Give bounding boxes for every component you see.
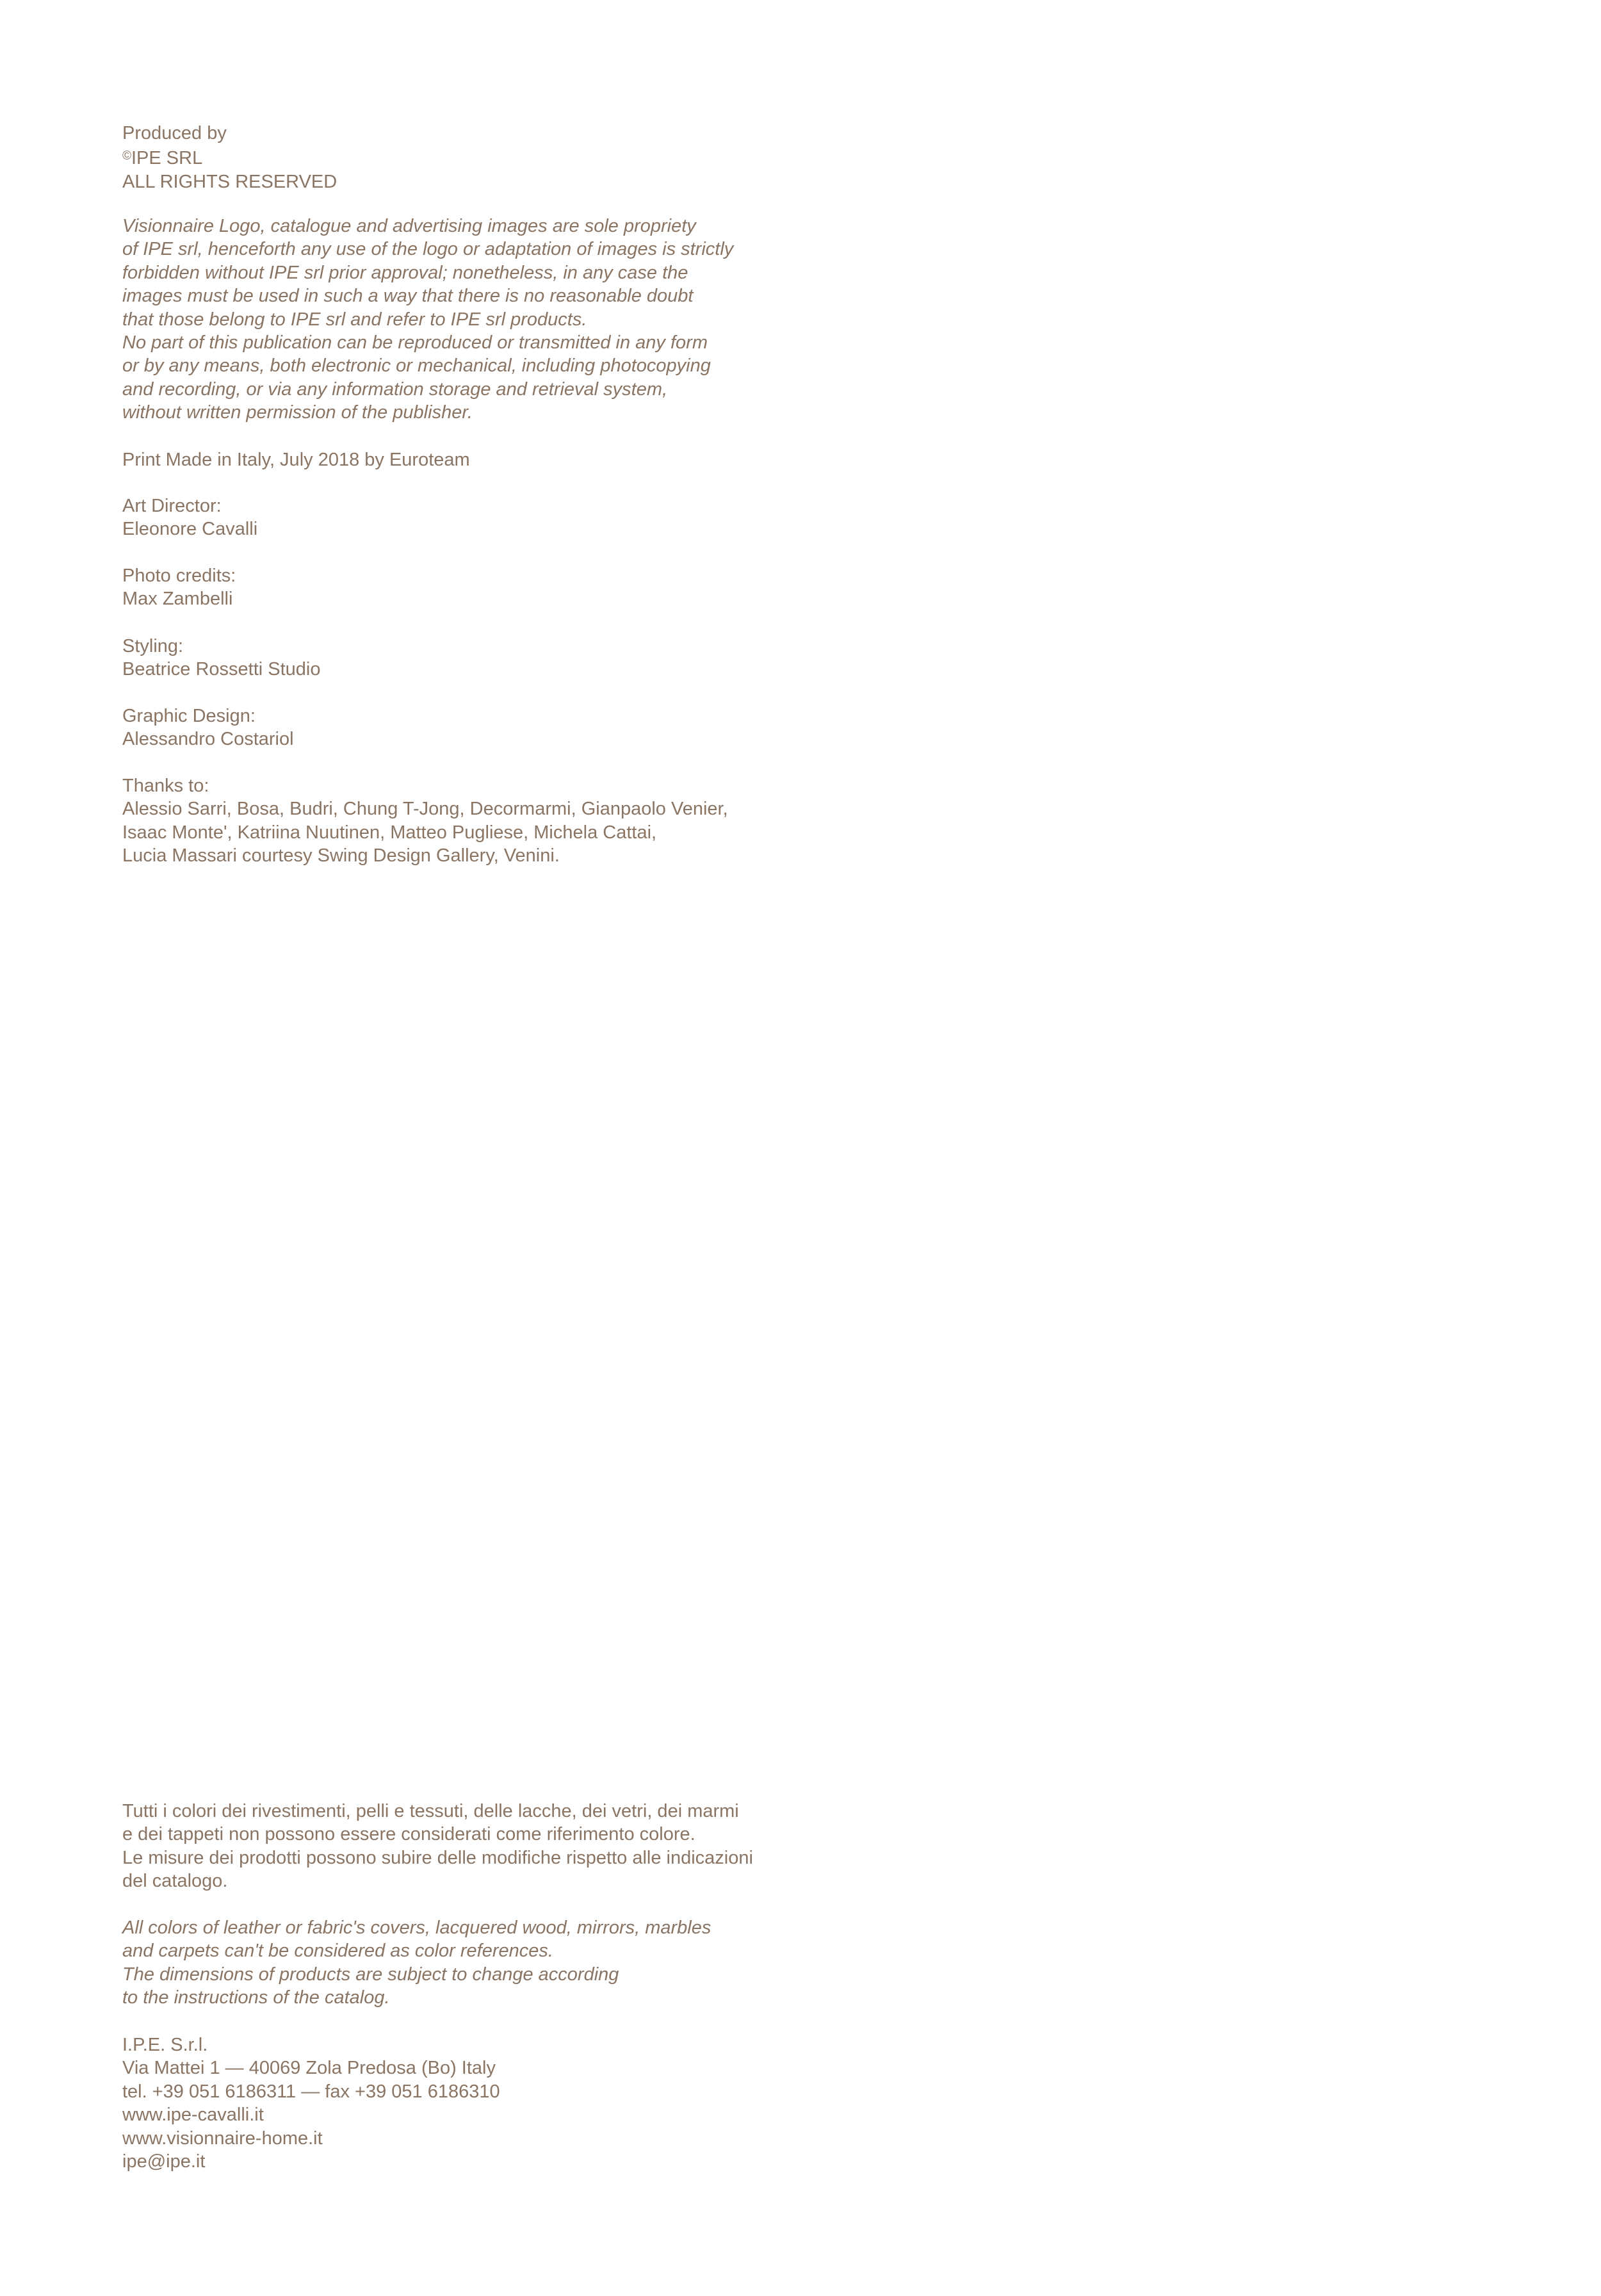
legal-notice-line: No part of this publication can be reproduced or transmitted in any form [122, 332, 708, 354]
legal-notice-line: of IPE srl, henceforth any use of the logo or adaptation of images is strictly [122, 239, 734, 260]
thanks-line: Lucia Massari courtesy Swing Design Gallery, Venini. [122, 845, 560, 867]
contact-address: Via Mattei 1 — 40069 Zola Predosa (Bo) Italy [122, 2058, 496, 2079]
produced-by-label: Produced by [122, 123, 227, 143]
disclaimer-it-line: Tutti i colori dei rivestimenti, pelli e tessuti, delle lacche, dei vetri, dei marmi [122, 1801, 739, 1821]
art-director-credit [122, 494, 1019, 541]
disclaimer-english [122, 1916, 1019, 2010]
disclaimer-en-line: and carpets can't be considered as color references. [122, 1941, 553, 1962]
graphic-design-label: Graphic Design: [122, 706, 256, 726]
legal-notice-line: and recording, or via any information storage and retrieval system, [122, 379, 668, 400]
disclaimer-it-line: e dei tappeti non possono essere considerati come riferimento colore. [122, 1824, 695, 1845]
print-info [122, 448, 1019, 471]
print-info-text: Print Made in Italy, July 2018 by Euroteam [122, 450, 470, 470]
graphic-design-credit [122, 704, 1019, 751]
styling-label: Styling: [122, 636, 184, 656]
copyright-line [122, 145, 1019, 170]
legal-notice-line: images must be used in such a way that there is no reasonable doubt [122, 286, 694, 307]
legal-notice-line: or by any means, both electronic or mechanical, including photocopying [122, 355, 711, 377]
disclaimer-italian [122, 1800, 1019, 1893]
thanks-block [122, 774, 1019, 868]
producer-block [122, 122, 1019, 193]
company-name: IPE SRL [131, 148, 203, 169]
thanks-label: Thanks to: [122, 776, 209, 796]
thanks-line: Alessio Sarri, Bosa, Budri, Chung T-Jong, Decormarmi, Gianpaolo Venier, [122, 799, 728, 820]
photo-credit [122, 564, 1019, 611]
contact-phone-fax: tel. +39 051 6186311 — fax +39 051 6186310 [122, 2081, 500, 2102]
copyright-symbol: © [122, 149, 131, 163]
photo-credits-name: Max Zambelli [122, 589, 233, 610]
email-link[interactable]: ipe@ipe.it [122, 2151, 206, 2172]
rights-reserved: ALL RIGHTS RESERVED [122, 171, 337, 192]
contact-company: I.P.E. S.r.l. [122, 2035, 208, 2055]
photo-credits-label: Photo credits: [122, 566, 236, 586]
legal-notice-line: that those belong to IPE srl and refer to IPE srl products. [122, 309, 587, 330]
styling-name: Beatrice Rossetti Studio [122, 659, 321, 680]
styling-credit [122, 635, 1019, 681]
art-director-label: Art Director: [122, 496, 222, 516]
website-link-visionnaire[interactable]: www.visionnaire-home.it [122, 2128, 323, 2149]
legal-notice-line: forbidden without IPE srl prior approval; nonetheless, in any case the [122, 262, 688, 283]
disclaimer-en-line: to the instructions of the catalog. [122, 1987, 390, 2008]
legal-notice-line: without written permission of the publisher. [122, 402, 473, 423]
disclaimer-it-line: Le misure dei prodotti possono subire delle modifiche rispetto alle indicazioni [122, 1847, 753, 1868]
graphic-design-name: Alessandro Costariol [122, 729, 294, 750]
disclaimer-it-line: del catalogo. [122, 1871, 228, 1892]
contact-block [122, 2033, 1019, 2173]
legal-notice [122, 215, 1019, 425]
disclaimer-en-line: All colors of leather or fabric's covers, lacquered wood, mirrors, marbles [122, 1917, 711, 1938]
legal-notice-line: Visionnaire Logo, catalogue and advertising images are sole propriety [122, 216, 696, 236]
thanks-line: Isaac Monte', Katriina Nuutinen, Matteo Pugliese, Michela Cattai, [122, 822, 657, 843]
art-director-name: Eleonore Cavalli [122, 519, 258, 540]
disclaimer-en-line: The dimensions of products are subject to change according [122, 1964, 619, 1985]
website-link-ipe-cavalli[interactable]: www.ipe-cavalli.it [122, 2105, 264, 2126]
